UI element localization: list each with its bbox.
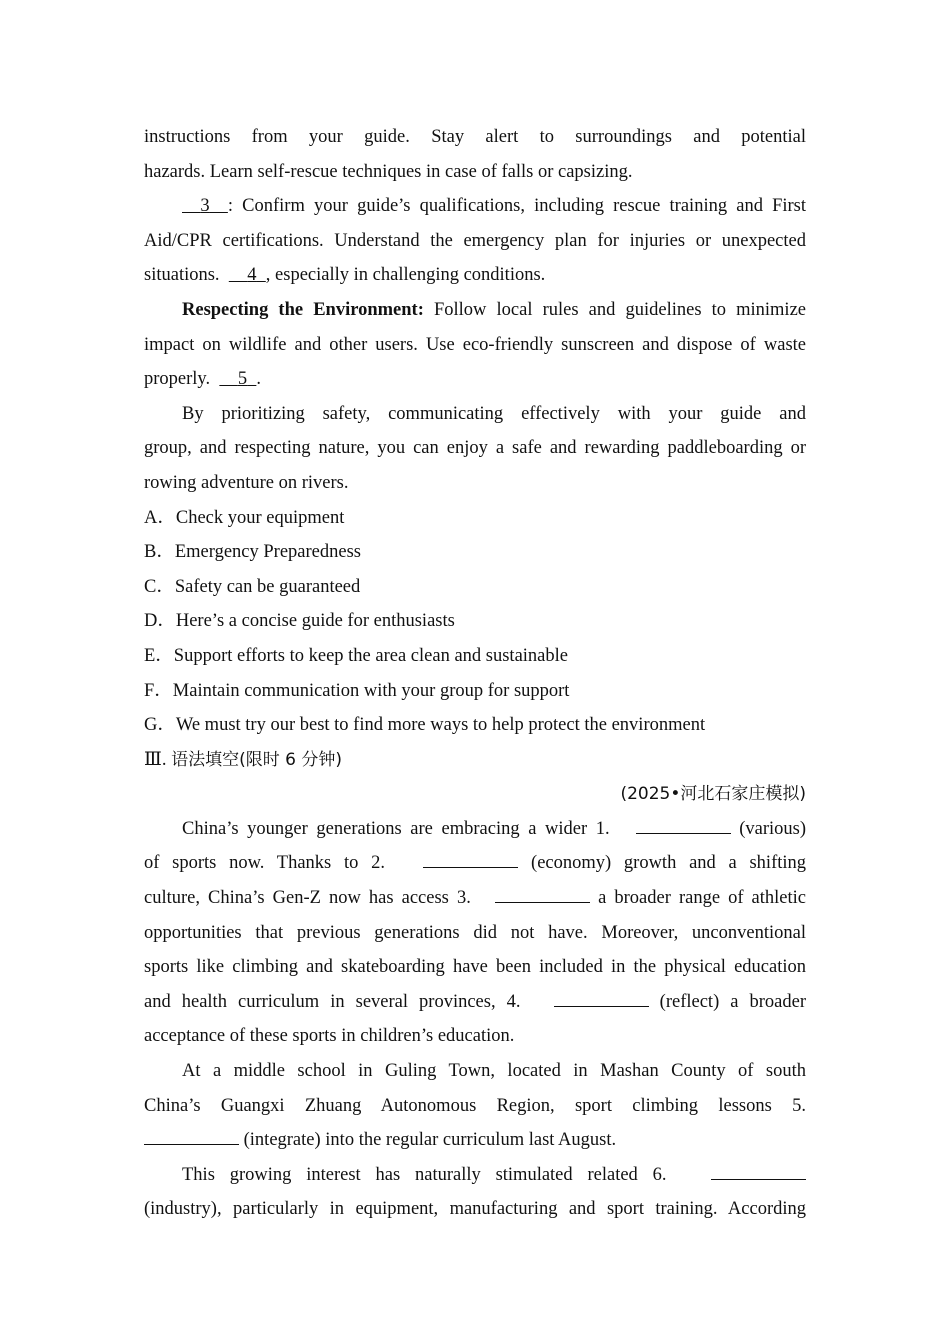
- paragraph-text: , especially in challenging conditions.: [265, 265, 546, 286]
- answer-blank-3[interactable]: [495, 882, 590, 903]
- grammar-text: culture, China’s Gen-Z now has access 3.: [144, 888, 471, 909]
- grammar-line: [144, 846, 806, 881]
- blank-number: 5: [237, 369, 248, 390]
- blank-3: [182, 196, 228, 216]
- paragraph-heading: Respecting the Environment:: [182, 299, 424, 320]
- option-a: A．Check your equipment: [144, 507, 345, 528]
- answer-blank-1[interactable]: [636, 813, 731, 834]
- grammar-text: (reflect) a broader: [659, 991, 807, 1012]
- section-title: 语法填空: [171, 749, 240, 770]
- answer-blank-2[interactable]: [423, 847, 518, 868]
- grammar-line: [144, 881, 806, 916]
- grammar-text: and health curriculum in several provinces, 4.: [144, 991, 521, 1012]
- paragraph-line: hazards. Learn self-rescue techniques in case of falls or capsizing.: [144, 161, 633, 182]
- grammar-line: [144, 985, 806, 1020]
- paragraph-line: Aid/CPR certifications. Understand the emergency plan for injuries or unexpected: [144, 230, 806, 251]
- option-d: D．Here’s a concise guide for enthusiasts: [144, 611, 455, 632]
- blank-4: [229, 265, 266, 285]
- answer-blank-4[interactable]: [554, 986, 649, 1007]
- grammar-text: (economy) growth and a shifting: [531, 853, 807, 874]
- option-e: E．Support efforts to keep the area clean and sustainable: [144, 645, 568, 666]
- grammar-line: [144, 812, 806, 847]
- option-g: G．We must try our best to find more ways to help protect the environment: [144, 715, 706, 736]
- document-body: [144, 120, 806, 1227]
- source-note: [144, 777, 806, 812]
- option-f: F．Maintain communication with your group for support: [144, 680, 570, 701]
- paragraph-text: properly.: [144, 369, 211, 390]
- source-text: (2025•河北石家庄模拟): [620, 784, 806, 805]
- paragraph-line: rowing adventure on rivers.: [144, 472, 349, 493]
- grammar-hint: (various): [739, 818, 807, 839]
- section-number: Ⅲ.: [144, 749, 167, 770]
- grammar-line: sports like climbing and skateboarding have been included in the physical education: [144, 957, 806, 978]
- section-heading: [144, 743, 806, 778]
- paragraph-line: group, and respecting nature, you can enjoy a safe and rewarding paddleboarding or: [144, 438, 806, 459]
- grammar-text: This growing interest has naturally stimulated related 6.: [182, 1164, 667, 1185]
- grammar-text: of sports now. Thanks to 2.: [144, 853, 386, 874]
- grammar-line: [144, 1158, 806, 1193]
- paragraph-text: .: [256, 369, 261, 390]
- grammar-line: China’s Guangxi Zhuang Autonomous Region, sport climbing lessons 5.: [144, 1095, 806, 1116]
- grammar-text: China’s younger generations are embracing a wider 1.: [182, 818, 610, 839]
- paragraph-environment: [144, 293, 806, 328]
- grammar-line: At a middle school in Guling Town, located in Mashan County of south: [182, 1061, 806, 1082]
- blank-number: 3: [200, 196, 210, 217]
- blank-5: [219, 369, 256, 389]
- paragraph-line: instructions from your guide. Stay alert to surroundings and potential: [144, 127, 806, 147]
- paragraph-emergency: [144, 189, 806, 224]
- paragraph-text: Follow local rules and guidelines to minimize: [423, 299, 806, 320]
- grammar-text: (integrate) into the regular curriculum last August.: [243, 1130, 617, 1151]
- blank-number: 4: [247, 265, 257, 286]
- paragraph-line: impact on wildlife and other users. Use eco-friendly sunscreen and dispose of waste: [144, 334, 806, 355]
- paragraph-line: [144, 362, 806, 397]
- grammar-line: (industry), particularly in equipment, manufacturing and sport training. According: [144, 1199, 806, 1220]
- option-b: B．Emergency Preparedness: [144, 542, 361, 563]
- grammar-text: a broader range of athletic: [598, 888, 807, 909]
- paragraph-text: : Confirm your guide’s qualifications, including rescue training and First: [227, 196, 807, 217]
- paragraph-line: [144, 258, 806, 293]
- grammar-line: [144, 1123, 806, 1158]
- answer-blank-6[interactable]: [711, 1158, 806, 1179]
- paragraph-text: situations.: [144, 265, 220, 286]
- grammar-line: acceptance of these sports in children’s education.: [144, 1026, 515, 1047]
- answer-blank-5[interactable]: [144, 1124, 239, 1145]
- section-time-limit: (限时 6 分钟): [239, 749, 342, 770]
- grammar-line: opportunities that previous generations did not have. Moreover, unconventional: [144, 922, 806, 943]
- option-c: C．Safety can be guaranteed: [144, 576, 361, 597]
- paragraph-line: By prioritizing safety, communicating effectively with your guide and: [182, 403, 806, 424]
